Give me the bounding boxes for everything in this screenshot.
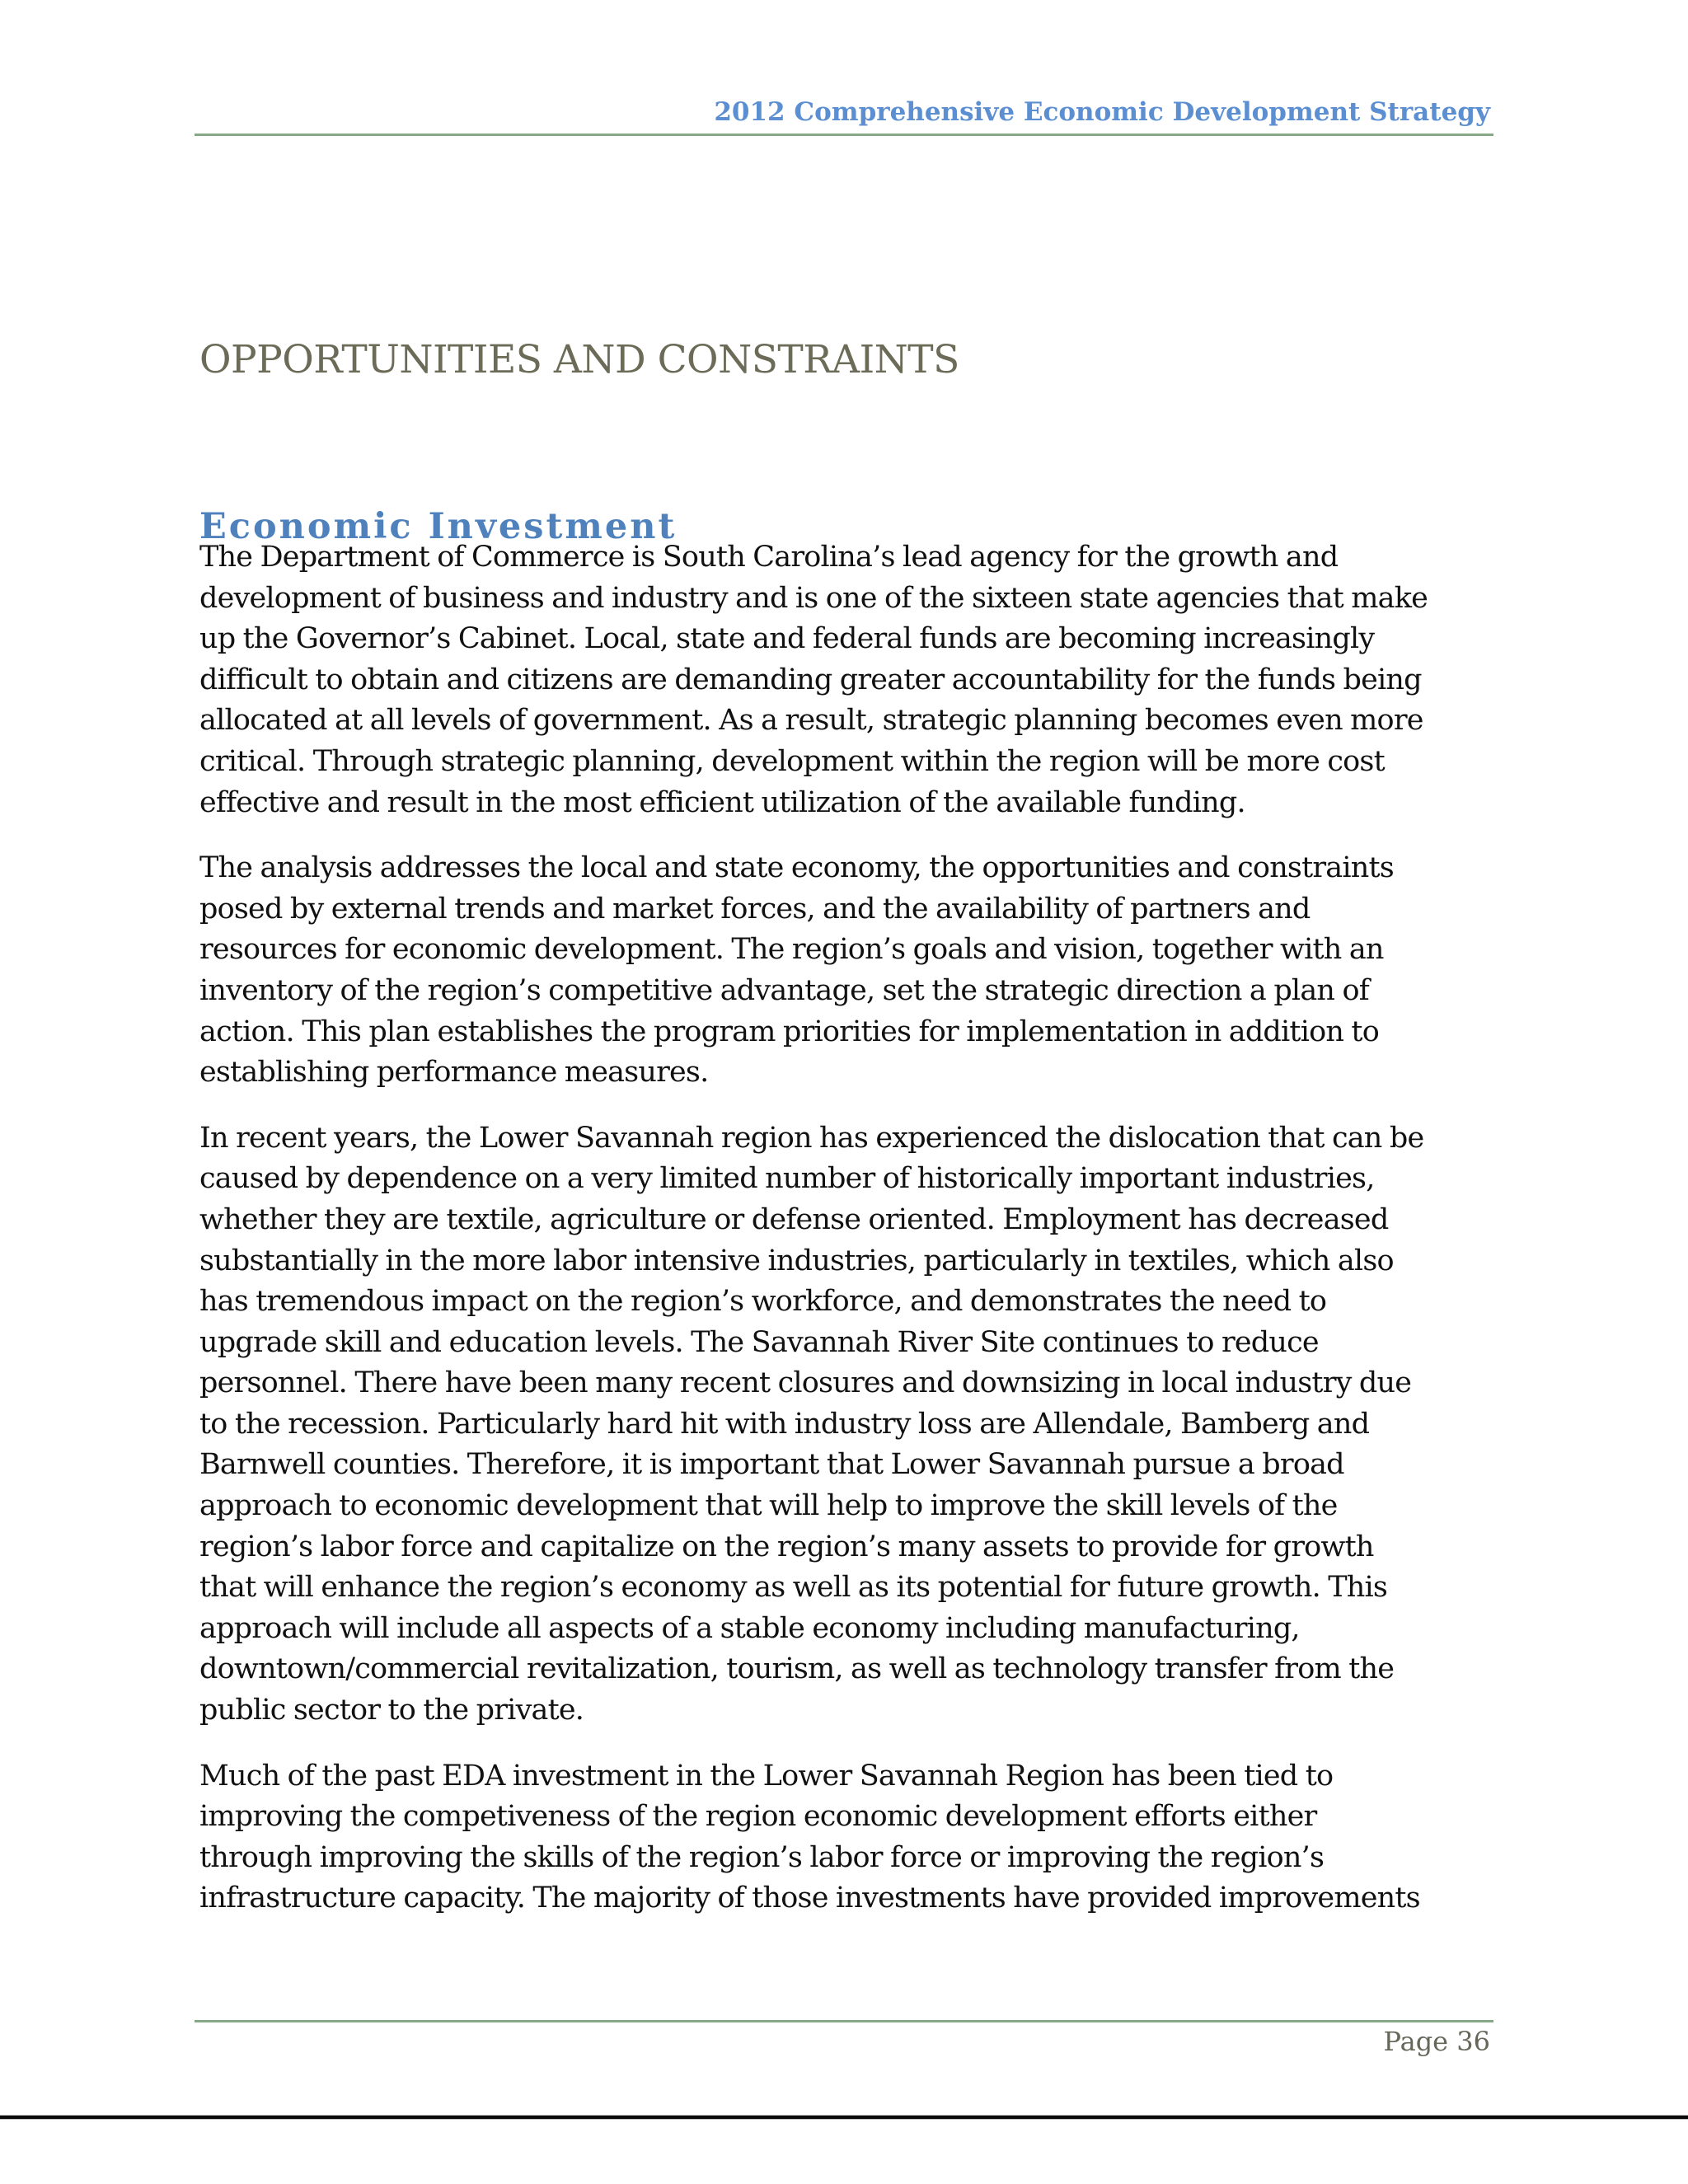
text-line: inventory of the region’s competitive advantage, set the strategic direction a plan of — [199, 973, 1369, 1007]
text-line: whether they are textile, agriculture or defense oriented. Employment has decreased — [199, 1202, 1389, 1236]
text-line: improving the competiveness of the region economic development efforts either — [199, 1800, 1317, 1834]
text-line: difficult to obtain and citizens are demanding greater accountability for the funds being — [199, 663, 1422, 696]
text-line: downtown/commercial revitalization, tourism, as well as technology transfer from the — [199, 1652, 1395, 1686]
text-line: approach will include all aspects of a stable economy including manufacturing, — [199, 1611, 1300, 1645]
header-divider — [195, 134, 1493, 136]
section-title: OPPORTUNITIES AND CONSTRAINTS — [199, 337, 959, 383]
text-line: up the Governor’s Cabinet. Local, state and federal funds are becoming increasingly — [199, 622, 1375, 656]
text-line: to the recession. Particularly hard hit with industry loss are Allendale, Bamberg and — [199, 1407, 1370, 1441]
text-line: allocated at all levels of government. As a result, strategic planning becomes even more — [199, 704, 1423, 738]
paragraph-2 — [199, 848, 1510, 1094]
footer-divider — [195, 2020, 1493, 2022]
text-line: that will enhance the region’s economy as well as its potential for future growth. This — [199, 1571, 1388, 1605]
paragraph-4 — [199, 1756, 1510, 1919]
text-line: The Department of Commerce is South Carolina’s lead agency for the growth and — [199, 541, 1339, 574]
text-line: region’s labor force and capitalize on the region’s many assets to provide for growth — [199, 1530, 1374, 1563]
text-line: effective and result in the most efficient utilization of the available funding. — [199, 785, 1245, 819]
text-line: infrastructure capacity. The majority of those investments have provided improvements — [199, 1882, 1420, 1915]
text-line: upgrade skill and education levels. The Savannah River Site continues to reduce — [199, 1325, 1319, 1359]
text-line: establishing performance measures. — [199, 1056, 709, 1090]
text-line: substantially in the more labor intensive industries, particularly in textiles, which also — [199, 1244, 1394, 1277]
body-text — [199, 537, 1510, 1944]
subheading-economic-investment: Economic Investment — [199, 505, 678, 547]
paragraph-3 — [199, 1118, 1510, 1732]
text-line: The analysis addresses the local and state economy, the opportunities and constraints — [199, 851, 1394, 885]
running-header-title: 2012 Comprehensive Economic Development Strategy — [714, 97, 1490, 127]
text-line: action. This plan establishes the program priorities for implementation in addition to — [199, 1015, 1379, 1048]
text-line: Barnwell counties. Therefore, it is important that Lower Savannah pursue a broad — [199, 1448, 1344, 1482]
page-boundary-rule — [0, 2115, 1688, 2120]
text-line: In recent years, the Lower Savannah region has experienced the dislocation that can be — [199, 1121, 1424, 1155]
text-line: has tremendous impact on the region’s workforce, and demonstrates the need to — [199, 1285, 1327, 1319]
text-line: through improving the skills of the region’s labor force or improving the region’s — [199, 1840, 1325, 1874]
text-line: development of business and industry and is one of the sixteen state agencies that make — [199, 581, 1428, 615]
paragraph-1 — [199, 537, 1510, 823]
text-line: Much of the past EDA investment in the Lower Savannah Region has been tied to — [199, 1759, 1334, 1793]
text-line: caused by dependence on a very limited number of historically important industries, — [199, 1162, 1375, 1196]
text-line: resources for economic development. The region’s goals and vision, together with an — [199, 933, 1384, 967]
text-line: posed by external trends and market forces, and the availability of partners and — [199, 892, 1311, 926]
text-line: personnel. There have been many recent closures and downsizing in local industry due — [199, 1366, 1412, 1400]
page-number: Page 36 — [1383, 2026, 1490, 2057]
text-line: critical. Through strategic planning, development within the region will be more cost — [199, 744, 1385, 778]
text-line: approach to economic development that will help to improve the skill levels of the — [199, 1489, 1338, 1523]
text-line: public sector to the private. — [199, 1694, 584, 1727]
